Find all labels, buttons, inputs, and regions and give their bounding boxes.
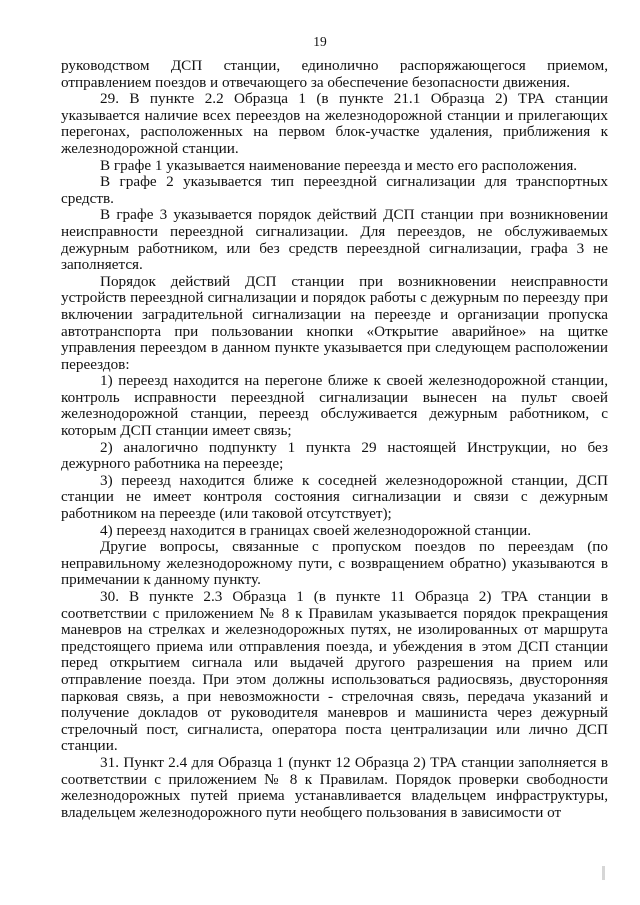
paragraph: 30. В пункте 2.3 Образца 1 (в пункте 11 Образца 2) ТРА станции в соответствии с приложением № 8 к Правилам указывается порядок прекращения маневров на стрелках и железнодорожных путях, не изолированных от маршрута предстоящего приема или отправления поезда, и убеждения в этом ДСП станции перед открытием сигнала или выдачей другого разрешения на прием или отправление поезда. При этом должны использоваться радиосвязь, двусторонняя парковая связь, а при невозможности - стрелочная связь, передача указаний и получение докладов от руководителя маневров и машиниста через дежурный стрелочный пост, сигналиста, оператора поста централизации или лично ДСП станции. <box>61 588 608 755</box>
paragraph: В графе 3 указывается порядок действий ДСП станции при возникновении неисправности переездной сигнализации. Для переездов, не обслуживаемых дежурным работником, или без средств переездной сигнализации, графа 3 не заполняется. <box>61 206 608 274</box>
paragraph: 31. Пункт 2.4 для Образца 1 (пункт 12 Образца 2) ТРА станции заполняется в соответствии с приложением № 8 к Правилам. Порядок проверки свободности железнодорожных путей приема устанавливается владельцем инфраструктуры, владельцем железнодорожного пути необщего пользования в зависимости от <box>61 753 608 821</box>
paragraph: В графе 1 указывается наименование переезда и место его расположения. <box>100 156 578 174</box>
paragraph: 1) переезд находится на перегоне ближе к своей железнодорожной станции, контроль исправности переездной сигнализации вынесен на пульт своей железнодорожной станции, переезд обслуживается дежурным работником, с которым ДСП станции имеет связь; <box>61 372 608 440</box>
paragraph: 29. В пункте 2.2 Образца 1 (в пункте 21.1 Образца 2) ТРА станции указывается наличие всех переездов на железнодорожной станции и прилегающих перегонах, расположенных на первом блок-участке удаления, приближения к железнодорожной станции. <box>61 90 608 157</box>
scan-artifact <box>602 866 605 880</box>
paragraph: Другие вопросы, связанные с пропуском поездов по переездам (по неправильному железнодорожному пути, с возвращением обратно) указываются в примечании к данному пункту. <box>61 538 608 589</box>
paragraph: 3) переезд находится ближе к соседней железнодорожной станции, ДСП станции не имеет контроля состояния сигнализации и связи с дежурным работником на переезде (или таковой отсутствует); <box>61 471 608 523</box>
paragraph: руководством ДСП станции, единолично распоряжающегося приемом, отправлением поездов и отвечающего за обеспечение безопасности движения. <box>61 57 608 91</box>
paragraph: Порядок действий ДСП станции при возникновении неисправности устройств переездной сигнализации и порядок работы с дежурным по переезду при включении заградительной сигнализации на переезде и организации пропуска автотранспорта при пользовании кнопки «Открытие аварийное» на щитке управления переездом в данном пункте указывается при следующем расположении переездов: <box>61 272 608 373</box>
paragraph: В графе 2 указывается тип переездной сигнализации для транспортных средств. <box>61 173 608 207</box>
document-body <box>61 58 608 821</box>
paragraph: 4) переезд находится в границах своей железнодорожной станции. <box>100 521 532 539</box>
paragraph: 2) аналогично подпункту 1 пункта 29 настоящей Инструкции, но без дежурного работника на переезде; <box>61 438 608 473</box>
page-number: 19 <box>313 34 327 49</box>
